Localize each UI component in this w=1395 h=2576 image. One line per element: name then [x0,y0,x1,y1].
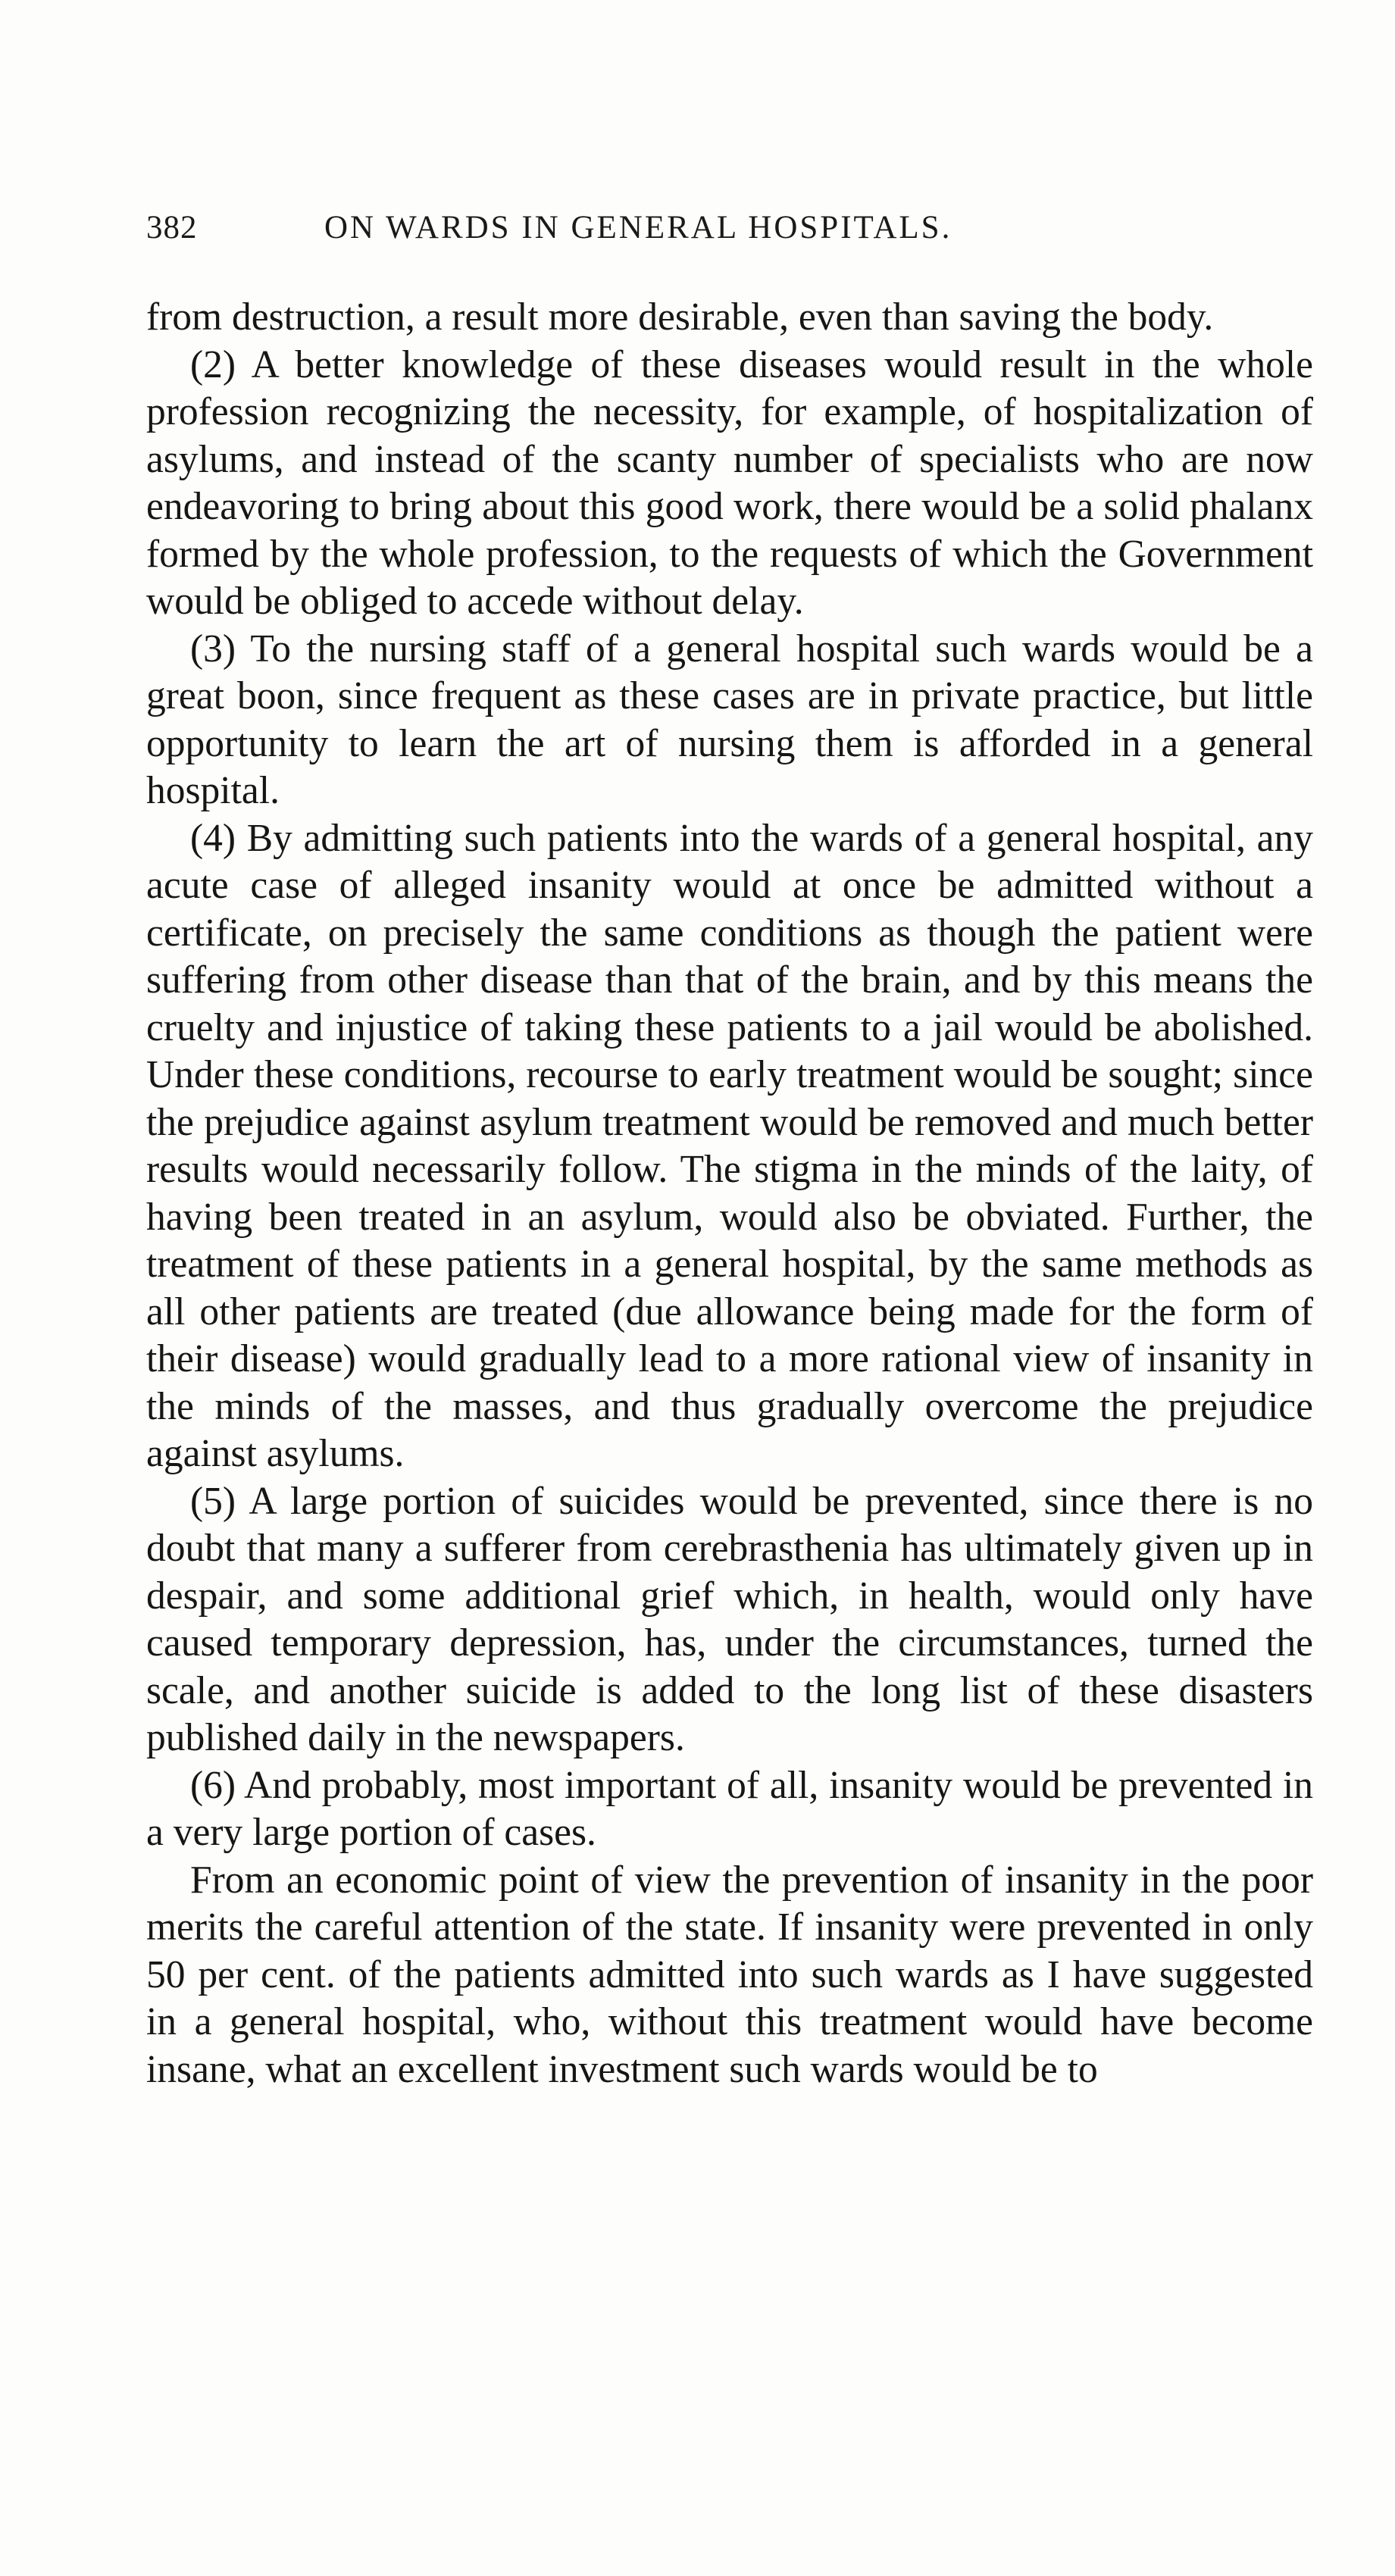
paragraph-point-6: (6) And probably, most important of all, insanity would be prevented in a very large portion of cases. [146,1763,1313,1854]
paragraph-economic: From an economic point of view the prevention of insanity in the poor merits the careful attention of the state. If insanity were prevented in only 50 per cent. of the patients admitted into such wards as I have suggested in a general hospital, who, without this treatment would have become insane, what an excellent investment such wards would be to [146,1858,1313,2091]
paragraph-point-5: (5) A large portion of suicides would be prevented, since there is no doubt that many a sufferer from cerebrasthenia has ultimately given up in despair, and some additional grief which, in health, would only have caused temporary depression, has, under the circumstances, turned the scale, and another suicide is added to the long list of these disasters published daily in the newspapers. [146,1479,1313,1759]
body-text [146,294,1313,2093]
running-head [146,209,1313,258]
paragraph-point-2: (2) A better knowledge of these diseases would result in the whole profession recognizing the necessity, for example, of hospitalization of asylums, and instead of the scanty number of specialists who are now endeavoring to bring about this good work, there would be a solid phalanx formed by the whole profession, to the requests of which the Government would be obliged to accede without delay. [146,342,1313,623]
paragraph-continuation: from destruction, a result more desirable, even than saving the body. [146,295,1214,339]
paragraph-point-3: (3) To the nursing staff of a general hospital such wards would be a great boon, since frequent as these cases are in private practice, but little opportunity to learn the art of nursing them is afforded in a general hospital. [146,627,1313,812]
paragraph-point-4: (4) By admitting such patients into the wards of a general hospital, any acute case of alleged insanity would at once be admitted without a certificate, on precisely the same conditions as though the patient were suffering from other disease than that of the brain, and by this means the cruelty and injustice of taking these patients to a jail would be abolished. Under these conditions, recourse to early treatment would be sought; since the prejudice against asylum treatment would be removed and much better results would necessarily follow. The stigma in the minds of the laity, of having been treated in an asylum, would also be obviated. Further, the treatment of these patients in a general hospital, by the same methods as all other patients are treated (due allowance being made for the form of their disease) would gradually lead to a more rational view of insanity in the minds of the masses, and thus gradually overcome the prejudice against asylums. [146,816,1313,1475]
page-number: 382 [146,210,198,245]
running-title: ON WARDS IN GENERAL HOSPITALS. [324,210,952,245]
